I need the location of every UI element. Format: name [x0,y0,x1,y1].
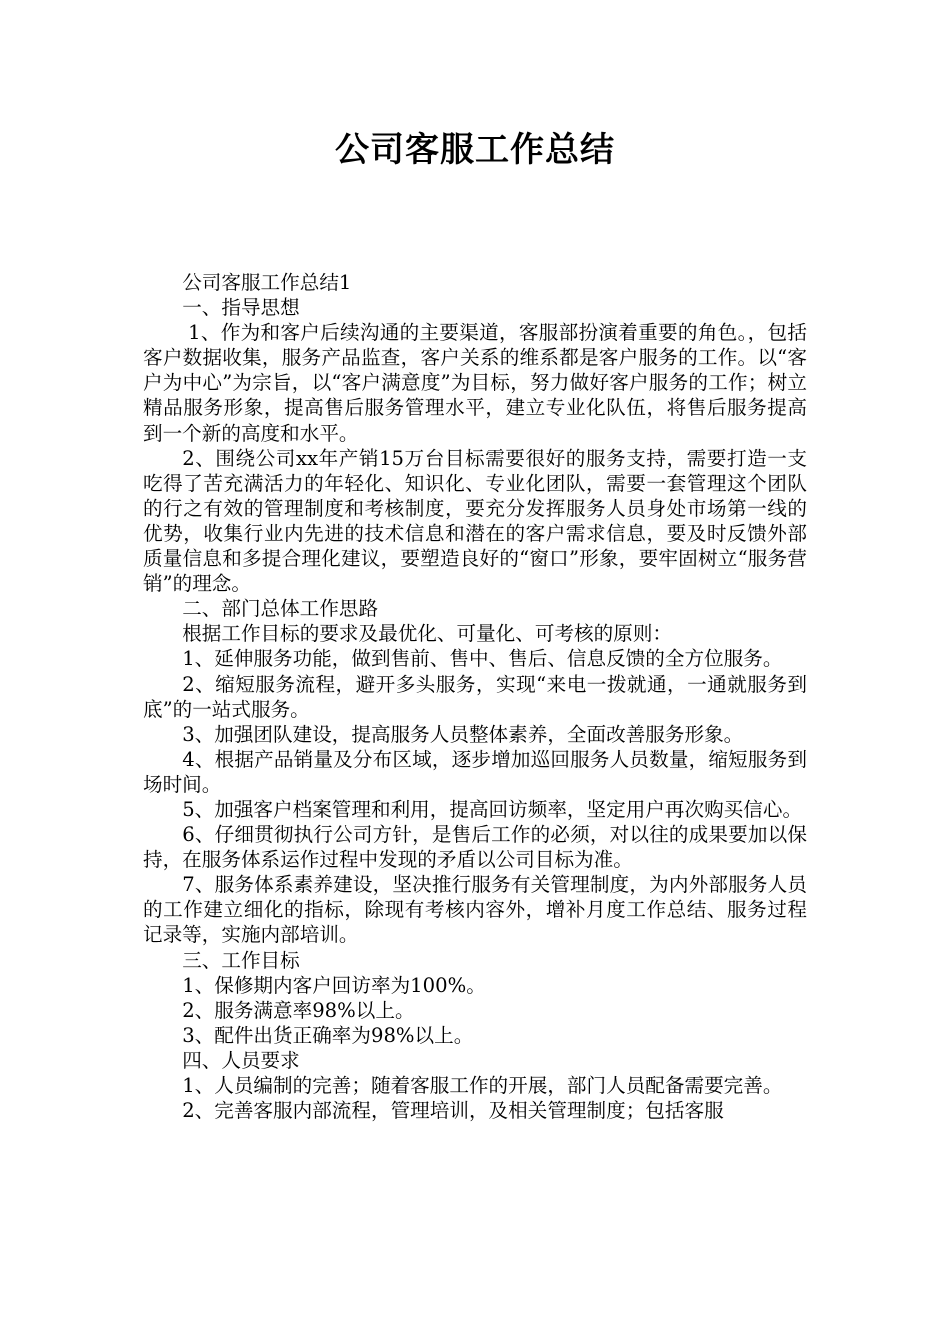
paragraph: 5、加强客户档案管理和利用，提高回访频率，坚定用户再次购买信心。 [182,797,803,821]
paragraph: 2、服务满意率98%以上。 [182,998,415,1022]
paragraph: 根据工作目标的要求及最优化、可量化、可考核的原则： [182,622,673,646]
document-body [143,270,807,1123]
paragraph: 4、根据产品销量及分布区域，逐步增加巡回服务人员数量，缩短服务到场时间。 [143,747,807,796]
document-title: 公司客服工作总结 [335,130,615,170]
paragraph: 1、延伸服务功能，做到售前、售中、售后、信息反馈的全方位服务。 [182,647,783,671]
paragraph: 3、配件出货正确率为98%以上。 [182,1023,474,1047]
paragraph: 2、完善客服内部流程，管理培训，及相关管理制度；包括客服 [182,1099,724,1123]
paragraph: 2、缩短服务流程，避开多头服务，实现“来电一拨就通，一通就服务到底”的一站式服务。 [143,672,807,721]
section-heading: 三、工作目标 [182,948,300,972]
paragraph: 1、保修期内客户回访率为100%。 [182,973,486,997]
section-heading: 一、指导思想 [182,296,300,320]
paragraph: 1、人员编制的完善；随着客服工作的开展，部门人员配备需要完善。 [182,1074,783,1097]
paragraph: 1、作为和客户后续沟通的主要渠道，客服部扮演着重要的角色。，包括客户数据收集，服务产品监查，客户关系的维系都是客户服务的工作。以“客户为中心”为宗旨，以“客户满意度”为目标，努力做好客户服务的工作；树立精品服务形象，提高售后服务管理水平，建立专业化队伍，将售后服务提高到一个新的高度和水平。 [143,321,807,445]
section-heading: 四、人员要求 [182,1048,300,1072]
paragraph: 3、加强团队建设，提高服务人员整体素养，全面改善服务形象。 [182,722,744,746]
section-heading: 二、部门总体工作思路 [182,597,379,621]
paragraph: 2、围绕公司xx年产销15万台目标需要很好的服务支持，需要打造一支吃得了苦充满活力的年轻化、知识化、专业化团队，需要一套管理这个团队的行之有效的管理制度和考核制度，要充分发挥服务人员身处市场第一线的优势，收集行业内先进的技术信息和潜在的客户需求信息，要及时反馈外部质量信息和多提合理化建议，要塑造良好的“窗口”形象，要牢固树立“服务营销”的理念。 [143,446,807,596]
paragraph: 7、服务体系素养建设，坚决推行服务有关管理制度，为内外部服务人员的工作建立细化的指标，除现有考核内容外，增补月度工作总结、服务过程记录等，实施内部培训。 [143,873,807,947]
section-heading: 公司客服工作总结1 [182,271,352,294]
paragraph: 6、仔细贯彻执行公司方针，是售后工作的必须，对以往的成果要加以保持，在服务体系运作过程中发现的矛盾以公司目标为准。 [143,823,807,872]
